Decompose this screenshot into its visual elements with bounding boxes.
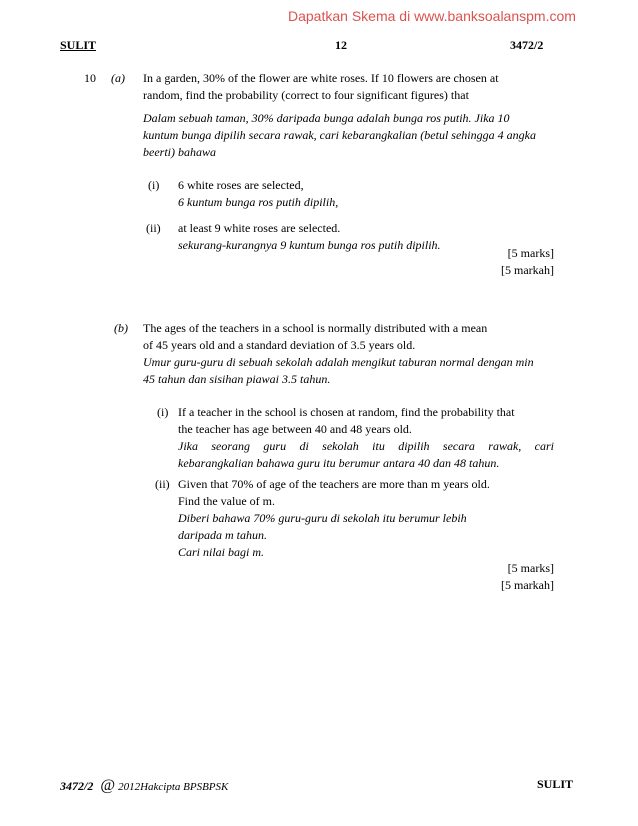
part-a-english (143, 70, 553, 104)
part-a-en-line2: random, find the probability (correct to four significant figures) that (143, 88, 469, 102)
part-a-ii-my: sekurang-kurangnya 9 kuntum bunga ros putih dipilih. (178, 238, 441, 252)
part-b-i-my1: Jika seorang guru di sekolah itu dipilih secara rawak, cari (178, 439, 554, 453)
part-b-marks-en: [5 marks] (507, 561, 554, 575)
paper-code: 3472/2 (510, 38, 544, 52)
part-b-i-my2: kebarangkalian bahawa guru itu berumur antara 40 dan 48 tahun. (178, 456, 500, 470)
part-a-malay (143, 110, 555, 161)
part-b-i-label: (i) (157, 405, 169, 419)
part-b-malay (143, 354, 555, 388)
part-a-ii-label: (ii) (146, 221, 161, 235)
part-a-my-line3: beerti) bahawa (143, 145, 216, 159)
part-b-en-line2: of 45 years old and a standard deviation of 3.5 years old. (143, 338, 416, 352)
part-a-en-line1: In a garden, 30% of the flower are white roses. If 10 flowers are chosen at (143, 71, 499, 85)
part-b-marks-my: [5 markah] (501, 578, 554, 592)
part-a-label: (a) (111, 71, 125, 85)
part-b-i-text (178, 404, 554, 472)
footer-left (60, 777, 228, 795)
part-a-i-en: 6 white roses are selected, (178, 178, 304, 192)
part-b-ii-my1: Diberi bahawa 70% guru-guru di sekolah itu berumur lebih (178, 511, 467, 525)
promo-banner: Dapatkan Skema di www.banksoalanspm.com (288, 8, 576, 24)
page-number: 12 (335, 38, 347, 52)
footer-sulit: SULIT (537, 777, 574, 791)
part-a-marks-my: [5 markah] (501, 263, 554, 277)
footer-copyright: 2012Hakcipta BPSBPSK (118, 781, 229, 793)
footer-code: 3472/2 (60, 779, 94, 793)
part-a-i-label: (i) (148, 178, 160, 192)
header-sulit: SULIT (60, 38, 97, 52)
part-b-ii-my3: Cari nilai bagi m. (178, 545, 265, 559)
part-b-ii-text (178, 476, 554, 561)
part-a-marks (440, 245, 554, 279)
part-b-marks (440, 560, 554, 594)
part-a-my-line2: kuntum bunga dipilih secara rawak, cari kebarangkalian (betul sehingga 4 angka (143, 128, 536, 142)
part-a-i-text (178, 177, 548, 211)
part-b-ii-label: (ii) (155, 477, 170, 491)
part-b-ii-my2: daripada m tahun. (178, 528, 268, 542)
part-b-i-en1: If a teacher in the school is chosen at random, find the probability that (178, 405, 515, 419)
part-a-marks-en: [5 marks] (507, 246, 554, 260)
question-number: 10 (84, 71, 96, 85)
part-b-ii-en2: Find the value of m. (178, 494, 275, 508)
part-b-i-en2: the teacher has age between 40 and 48 years old. (178, 422, 412, 436)
part-b-english (143, 320, 553, 354)
part-b-my-line2: 45 tahun dan sisihan piawai 3.5 tahun. (143, 372, 331, 386)
part-a-my-line1: Dalam sebuah taman, 30% daripada bunga adalah bunga ros putih. Jika 10 (143, 111, 510, 125)
part-b-en-line1: The ages of the teachers in a school is normally distributed with a mean (143, 321, 488, 335)
part-a-i-my: 6 kuntum bunga ros putih dipilih, (178, 195, 339, 209)
footer-at-symbol: @ (100, 777, 116, 794)
part-b-my-line1: Umur guru-guru di sebuah sekolah adalah mengikut taburan normal dengan min (143, 355, 534, 369)
part-b-label: (b) (114, 321, 128, 335)
part-a-ii-en: at least 9 white roses are selected. (178, 221, 341, 235)
part-b-ii-en1: Given that 70% of age of the teachers are more than m years old. (178, 477, 490, 491)
